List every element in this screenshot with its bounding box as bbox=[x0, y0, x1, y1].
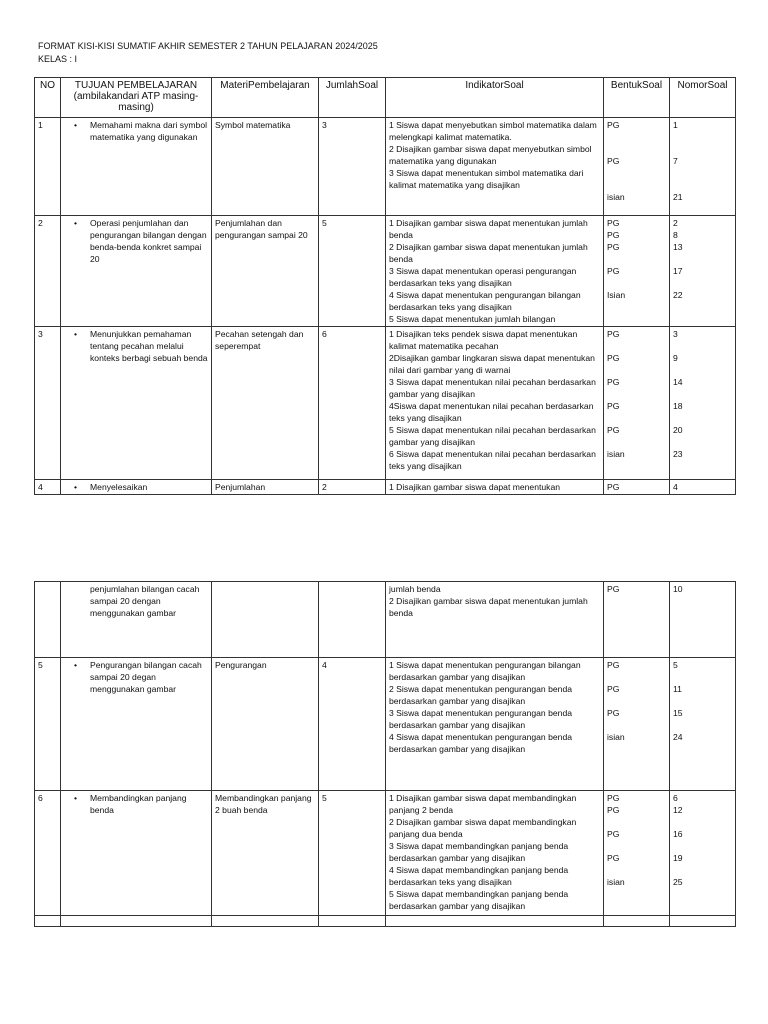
bentuk-item bbox=[607, 671, 666, 683]
indikator-item: 2 Disajikan gambar siswa dapat menentukan jumlah benda bbox=[389, 596, 588, 618]
cell-no: 2 bbox=[35, 216, 61, 327]
bentuk-item: isian bbox=[607, 192, 625, 202]
bentuk-item bbox=[607, 719, 666, 731]
bentuk-item bbox=[607, 167, 666, 179]
indikator-item: 5 Siswa dapat menentukan jumlah bilangan bbox=[389, 314, 556, 324]
cell-nomor bbox=[670, 791, 736, 916]
header-indikator: IndikatorSoal bbox=[386, 78, 604, 118]
nomor-item bbox=[673, 143, 732, 155]
bentuk-item bbox=[607, 143, 666, 155]
cell-indikator bbox=[386, 658, 604, 791]
bentuk-item: PG bbox=[607, 829, 620, 839]
indikator-item: 1 Disajikan gambar siswa dapat membandingkan panjang 2 benda bbox=[389, 793, 577, 815]
bentuk-item bbox=[607, 364, 666, 376]
nomor-item: 14 bbox=[673, 377, 683, 387]
nomor-item: 22 bbox=[673, 290, 683, 300]
cell-tujuan bbox=[61, 327, 212, 480]
nomor-item bbox=[673, 167, 732, 179]
bentuk-item bbox=[607, 179, 666, 191]
indikator-item: jumlah benda bbox=[389, 584, 441, 594]
bentuk-item: PG bbox=[607, 329, 620, 339]
bentuk-item: PG bbox=[607, 805, 620, 815]
indikator-item: 3 Siswa dapat membandingkan panjang benda berdasarkan gambar yang disajikan bbox=[389, 841, 569, 863]
bentuk-item bbox=[607, 864, 666, 876]
indikator-item: 4Siswa dapat menentukan nilai pecahan berdasarkan teks yang disajikan bbox=[389, 401, 594, 423]
bentuk-item bbox=[607, 412, 666, 424]
tujuan-text: • Membandingkan panjang benda bbox=[90, 792, 208, 816]
table-row bbox=[35, 791, 736, 916]
cell-tujuan bbox=[61, 582, 212, 658]
nomor-item: 7 bbox=[673, 156, 678, 166]
cell-indikator bbox=[386, 118, 604, 216]
bentuk-item: PG bbox=[607, 708, 620, 718]
nomor-item bbox=[673, 131, 732, 143]
indikator-item: 4 Siswa dapat menentukan pengurangan benda berdasarkan gambar yang disajikan bbox=[389, 732, 572, 754]
bentuk-item: PG bbox=[607, 156, 620, 166]
bentuk-item bbox=[607, 388, 666, 400]
empty-cell bbox=[212, 916, 319, 927]
cell-materi: Symbol matematika bbox=[212, 118, 319, 216]
cell-nomor bbox=[670, 118, 736, 216]
bentuk-item: PG bbox=[607, 218, 620, 228]
bentuk-item bbox=[607, 253, 666, 265]
document-title: FORMAT KISI-KISI SUMATIF AKHIR SEMESTER 2 TAHUN PELAJARAN 2024/2025 bbox=[38, 41, 378, 51]
bentuk-item: PG bbox=[607, 401, 620, 411]
header-nomor: NomorSoal bbox=[670, 78, 736, 118]
cell-jumlah: 5 bbox=[319, 791, 386, 916]
nomor-item: 2 bbox=[673, 218, 678, 228]
nomor-item bbox=[673, 719, 732, 731]
cell-materi: Pengurangan bbox=[212, 658, 319, 791]
nomor-item bbox=[673, 340, 732, 352]
bentuk-item: PG bbox=[607, 684, 620, 694]
table-row bbox=[35, 658, 736, 791]
bentuk-item: PG bbox=[607, 853, 620, 863]
bentuk-item bbox=[607, 436, 666, 448]
indikator-item: 1 Siswa dapat menyebutkan simbol matematika dalam melengkapi kalimat matematika. bbox=[389, 120, 597, 142]
cell-no: 5 bbox=[35, 658, 61, 791]
nomor-item bbox=[673, 253, 732, 265]
bentuk-item bbox=[607, 695, 666, 707]
indikator-item: 3 Siswa dapat menentukan pengurangan benda berdasarkan gambar yang disajikan bbox=[389, 708, 572, 730]
empty-cell bbox=[61, 916, 212, 927]
indikator-item: 5 Siswa dapat membandingkan panjang benda berdasarkan gambar yang disajikan bbox=[389, 889, 569, 911]
tujuan-text: penjumlahan bilangan cacah sampai 20 dengan menggunakan gambar bbox=[90, 584, 200, 618]
cell-materi: Penjumlahan bbox=[212, 480, 319, 495]
indikator-item: 6 Siswa dapat menentukan nilai pecahan berdasarkan teks yang disajikan bbox=[389, 449, 596, 471]
bentuk-item: PG bbox=[607, 242, 620, 252]
nomor-item bbox=[673, 840, 732, 852]
kisi-kisi-table bbox=[34, 77, 736, 495]
empty-cell bbox=[319, 916, 386, 927]
cell-tujuan bbox=[61, 216, 212, 327]
empty-cell bbox=[604, 916, 670, 927]
bentuk-item: PG bbox=[607, 266, 620, 276]
indikator-item: 1 Siswa dapat menentukan pengurangan bilangan berdasarkan gambar yang disajikan bbox=[389, 660, 581, 682]
bentuk-item: isian bbox=[607, 732, 625, 742]
bentuk-item bbox=[607, 840, 666, 852]
table-header-row bbox=[35, 78, 736, 118]
cell-tujuan bbox=[61, 791, 212, 916]
cell-no: 3 bbox=[35, 327, 61, 480]
nomor-item bbox=[673, 671, 732, 683]
indikator-item: 2 Disajikan gambar siswa dapat menentukan jumlah benda bbox=[389, 242, 588, 264]
cell-bentuk bbox=[604, 327, 670, 480]
table-row bbox=[35, 480, 736, 495]
cell-nomor bbox=[670, 582, 736, 658]
tujuan-text: • Menunjukkan pemahaman tentang pecahan melalui konteks berbagi sebuah benda bbox=[90, 328, 208, 364]
cell-tujuan bbox=[61, 480, 212, 495]
tujuan-text: • Memahami makna dari symbol matematika yang digunakan bbox=[90, 119, 208, 143]
cell-jumlah: 2 bbox=[319, 480, 386, 495]
bentuk-item: PG bbox=[607, 584, 620, 594]
nomor-item bbox=[673, 695, 732, 707]
cell-bentuk bbox=[604, 118, 670, 216]
cell-bentuk bbox=[604, 582, 670, 658]
cell-jumlah: 5 bbox=[319, 216, 386, 327]
cell-materi: Membandingkan panjang 2 buah benda bbox=[212, 791, 319, 916]
nomor-item: 5 bbox=[673, 660, 678, 670]
nomor-item: 23 bbox=[673, 449, 683, 459]
indikator-item: 2 Disajikan gambar siswa dapat menyebutkan simbol matematika yang digunakan bbox=[389, 144, 592, 166]
nomor-item: 19 bbox=[673, 853, 683, 863]
empty-cell bbox=[670, 916, 736, 927]
class-label: KELAS : I bbox=[38, 54, 78, 64]
cell-jumlah: 4 bbox=[319, 658, 386, 791]
table-body-page2 bbox=[35, 582, 736, 927]
nomor-item bbox=[673, 816, 732, 828]
bentuk-item: PG bbox=[607, 230, 620, 240]
cell-materi: Pecahan setengah dan seperempat bbox=[212, 327, 319, 480]
table-row bbox=[35, 327, 736, 480]
bentuk-item bbox=[607, 131, 666, 143]
nomor-item: 12 bbox=[673, 805, 683, 815]
cell-bentuk bbox=[604, 480, 670, 495]
cell-nomor bbox=[670, 480, 736, 495]
bentuk-item bbox=[607, 816, 666, 828]
cell-no: 4 bbox=[35, 480, 61, 495]
nomor-item: 21 bbox=[673, 192, 683, 202]
table-row bbox=[35, 216, 736, 327]
tujuan-text: • Pengurangan bilangan cacah sampai 20 degan menggunakan gambar bbox=[90, 659, 208, 695]
nomor-item: 11 bbox=[673, 684, 682, 694]
table-row bbox=[35, 582, 736, 658]
cell-bentuk bbox=[604, 791, 670, 916]
nomor-item: 20 bbox=[673, 425, 683, 435]
nomor-item: 6 bbox=[673, 793, 678, 803]
cell-indikator bbox=[386, 216, 604, 327]
nomor-item bbox=[673, 364, 732, 376]
nomor-item: 3 bbox=[673, 329, 678, 339]
cell-indikator bbox=[386, 480, 604, 495]
cell-jumlah: 6 bbox=[319, 327, 386, 480]
indikator-item: 3 Siswa dapat menentukan operasi pengurangan berdasarkan teks yang disajikan bbox=[389, 266, 577, 288]
indikator-item: 2 Disajikan gambar siswa dapat membandingkan panjang dua benda bbox=[389, 817, 577, 839]
nomor-item: 13 bbox=[673, 242, 683, 252]
nomor-item bbox=[673, 179, 732, 191]
bentuk-item: isian bbox=[607, 449, 625, 459]
cell-tujuan bbox=[61, 118, 212, 216]
bentuk-item: PG bbox=[607, 793, 620, 803]
indikator-item: 1 Disajikan teks pendek siswa dapat menentukan kalimat matematika pecahan bbox=[389, 329, 578, 351]
cell-jumlah: 3 bbox=[319, 118, 386, 216]
empty-cell bbox=[35, 916, 61, 927]
nomor-item bbox=[673, 412, 732, 424]
indikator-item: 4 Siswa dapat membandingkan panjang benda berdasarkan teks yang disajikan bbox=[389, 865, 569, 887]
nomor-item: 15 bbox=[673, 708, 683, 718]
indikator-item: 1 Disajikan gambar siswa dapat menentukan jumlah benda bbox=[389, 218, 588, 240]
bentuk-item bbox=[607, 340, 666, 352]
nomor-item bbox=[673, 864, 732, 876]
bentuk-item: PG bbox=[607, 425, 620, 435]
indikator-item: 5 Siswa dapat menentukan nilai pecahan berdasarkan gambar yang disajikan bbox=[389, 425, 596, 447]
indikator-item: 3 Siswa dapat menentukan nilai pecahan berdasarkan gambar yang disajikan bbox=[389, 377, 596, 399]
bentuk-item: PG bbox=[607, 482, 620, 492]
nomor-item: 17 bbox=[673, 266, 683, 276]
nomor-item: 8 bbox=[673, 230, 678, 240]
cell-jumlah bbox=[319, 582, 386, 658]
nomor-item: 10 bbox=[673, 584, 683, 594]
cell-no bbox=[35, 582, 61, 658]
nomor-item: 4 bbox=[673, 482, 678, 492]
indikator-item: 1 Disajikan gambar siswa dapat menentukan bbox=[389, 482, 561, 492]
cell-nomor bbox=[670, 327, 736, 480]
header-jumlah: JumlahSoal bbox=[319, 78, 386, 118]
indikator-item: 2 Siswa dapat menentukan pengurangan benda berdasarkan gambar yang disajikan bbox=[389, 684, 572, 706]
cell-indikator bbox=[386, 327, 604, 480]
bentuk-item: Isian bbox=[607, 290, 626, 300]
bentuk-item bbox=[607, 277, 666, 289]
bentuk-item: PG bbox=[607, 353, 620, 363]
header-no: NO bbox=[35, 78, 61, 118]
cell-indikator bbox=[386, 582, 604, 658]
bentuk-item: PG bbox=[607, 660, 620, 670]
cell-materi bbox=[212, 582, 319, 658]
nomor-item bbox=[673, 277, 732, 289]
cell-no: 6 bbox=[35, 791, 61, 916]
nomor-item bbox=[673, 436, 732, 448]
nomor-item: 16 bbox=[673, 829, 683, 839]
cell-bentuk bbox=[604, 216, 670, 327]
table-body-page1 bbox=[35, 118, 736, 495]
kisi-kisi-table-continued bbox=[34, 581, 736, 927]
empty-cell bbox=[386, 916, 604, 927]
cell-nomor bbox=[670, 658, 736, 791]
cell-indikator bbox=[386, 791, 604, 916]
cell-materi: Penjumlahan dan pengurangan sampai 20 bbox=[212, 216, 319, 327]
nomor-item bbox=[673, 388, 732, 400]
nomor-item: 1 bbox=[673, 120, 678, 130]
indikator-item: 2Disajikan gambar lingkaran siswa dapat menentukan nilai dari gambar yang di warnai bbox=[389, 353, 595, 375]
table-row bbox=[35, 118, 736, 216]
nomor-item: 24 bbox=[673, 732, 683, 742]
header-materi: MateriPembelajaran bbox=[212, 78, 319, 118]
bentuk-item: PG bbox=[607, 120, 620, 130]
indikator-item: 3 Siswa dapat menentukan simbol matematika dari kalimat matematika yang disajikan bbox=[389, 168, 584, 190]
bentuk-item: PG bbox=[607, 377, 620, 387]
nomor-item: 9 bbox=[673, 353, 678, 363]
cell-tujuan bbox=[61, 658, 212, 791]
indikator-item: 4 Siswa dapat menentukan pengurangan bilangan berdasarkan teks yang disajikan bbox=[389, 290, 581, 312]
empty-row bbox=[35, 916, 736, 927]
nomor-item: 25 bbox=[673, 877, 683, 887]
tujuan-text: • Operasi penjumlahan dan pengurangan bilangan dengan benda-benda konkret sampai 20 bbox=[90, 217, 208, 265]
cell-no: 1 bbox=[35, 118, 61, 216]
header-tujuan: TUJUAN PEMBELAJARAN (ambilakandari ATP masing-masing) bbox=[61, 78, 212, 118]
cell-nomor bbox=[670, 216, 736, 327]
cell-bentuk bbox=[604, 658, 670, 791]
header-bentuk: BentukSoal bbox=[604, 78, 670, 118]
bentuk-item: isian bbox=[607, 877, 625, 887]
tujuan-text: • Menyelesaikan bbox=[90, 481, 208, 493]
document-header bbox=[38, 40, 378, 66]
nomor-item: 18 bbox=[673, 401, 683, 411]
